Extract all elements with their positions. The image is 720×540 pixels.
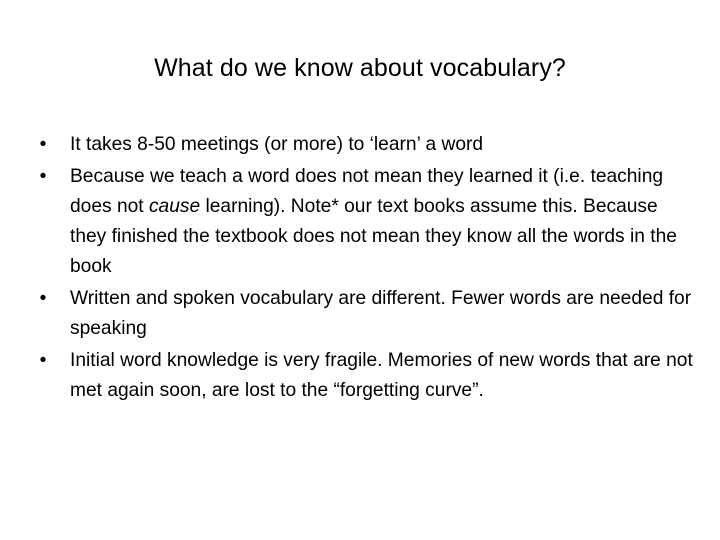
- bullet-text: It takes 8-50 meetings (or more) to ‘learn’ a word: [70, 134, 484, 155]
- bullet-text-before: Because we teach a word does not mean they learned it (i.e. teaching does not: [70, 166, 664, 217]
- bullet-item-teaching: [36, 162, 696, 282]
- bullet-text: Written and spoken vocabulary are different. Fewer words are needed for speaking: [70, 288, 692, 339]
- bullet-text: Initial word knowledge is very fragile. Memories of new words that are not met again soon, are lost to the “forgetting curve”.: [70, 350, 693, 401]
- bullet-item-meetings: [36, 130, 696, 160]
- bullet-item-written-spoken: [36, 284, 696, 344]
- bullet-text-emphasis: cause: [148, 196, 201, 217]
- bullet-list: [36, 130, 696, 408]
- bullet-dot: •: [39, 288, 47, 309]
- bullet-text-after: learning). Note* our text books assume this. Because they finished the textbook does not mean they know all the words in the book: [70, 196, 677, 277]
- bullet-dot: •: [39, 134, 47, 155]
- bullet-dot: •: [39, 350, 47, 371]
- bullet-dot: •: [39, 166, 47, 187]
- slide-title: What do we know about vocabulary?: [154, 54, 566, 82]
- bullet-item-fragile: [36, 346, 696, 406]
